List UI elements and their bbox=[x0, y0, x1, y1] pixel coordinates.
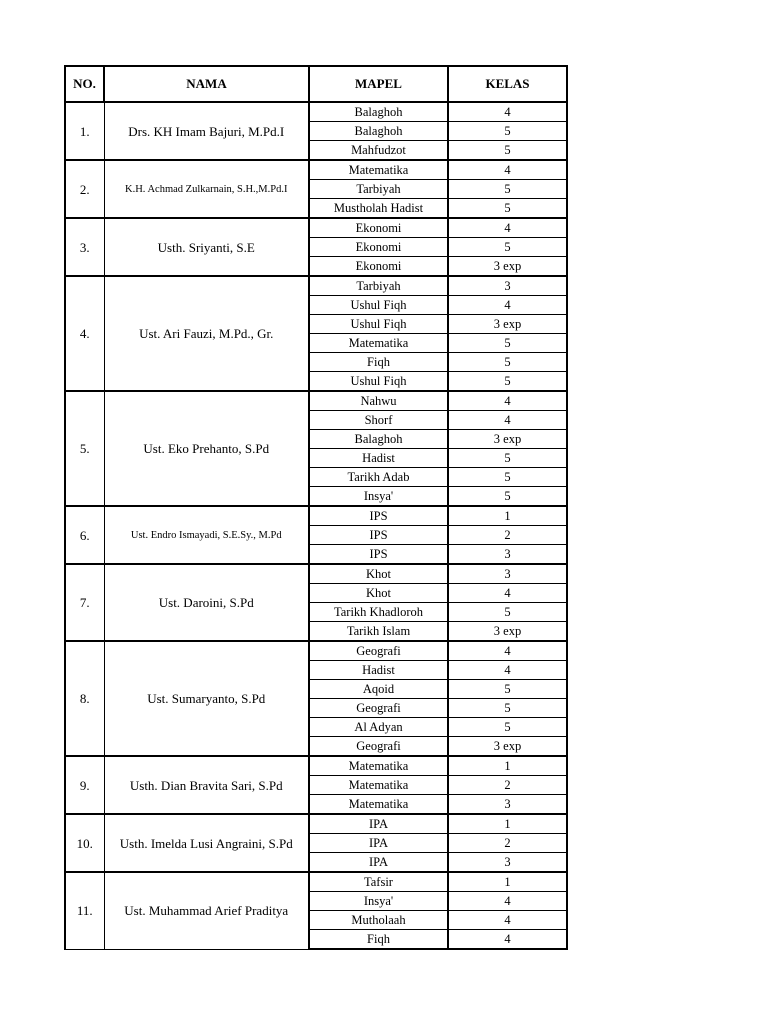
subject-cell: Khot bbox=[309, 564, 448, 584]
subject-cell: Nahwu bbox=[309, 391, 448, 411]
class-cell: 4 bbox=[448, 584, 567, 603]
class-cell: 4 bbox=[448, 218, 567, 238]
subject-cell: Matematika bbox=[309, 776, 448, 795]
class-cell: 3 exp bbox=[448, 622, 567, 642]
subject-cell: IPS bbox=[309, 506, 448, 526]
class-cell: 3 bbox=[448, 564, 567, 584]
class-cell: 3 exp bbox=[448, 315, 567, 334]
subject-cell: Mutholaah bbox=[309, 911, 448, 930]
header-kelas: KELAS bbox=[448, 66, 567, 102]
subject-cell: Insya' bbox=[309, 487, 448, 507]
subject-cell: Geografi bbox=[309, 737, 448, 757]
table-row bbox=[65, 160, 567, 180]
class-cell: 5 bbox=[448, 180, 567, 199]
row-number: 10. bbox=[65, 814, 104, 872]
subject-cell: IPA bbox=[309, 834, 448, 853]
header-no: NO. bbox=[65, 66, 104, 102]
row-number: 4. bbox=[65, 276, 104, 391]
subject-cell: Tarbiyah bbox=[309, 276, 448, 296]
row-number: 5. bbox=[65, 391, 104, 506]
subject-cell: Tarikh Adab bbox=[309, 468, 448, 487]
table-row bbox=[65, 872, 567, 892]
subject-cell: Tarikh Khadloroh bbox=[309, 603, 448, 622]
class-cell: 5 bbox=[448, 199, 567, 219]
table-row bbox=[65, 756, 567, 776]
subject-cell: Hadist bbox=[309, 449, 448, 468]
subject-cell: Balaghoh bbox=[309, 122, 448, 141]
teacher-schedule-table bbox=[64, 65, 568, 950]
class-cell: 2 bbox=[448, 776, 567, 795]
subject-cell: IPA bbox=[309, 853, 448, 873]
row-number: 11. bbox=[65, 872, 104, 949]
class-cell: 5 bbox=[448, 122, 567, 141]
teacher-name: Ust. Muhammad Arief Praditya bbox=[104, 872, 309, 949]
table-row bbox=[65, 506, 567, 526]
subject-cell: Tafsir bbox=[309, 872, 448, 892]
subject-cell: IPA bbox=[309, 814, 448, 834]
subject-cell: Ushul Fiqh bbox=[309, 296, 448, 315]
row-number: 6. bbox=[65, 506, 104, 564]
header-mapel: MAPEL bbox=[309, 66, 448, 102]
subject-cell: Ekonomi bbox=[309, 218, 448, 238]
subject-cell: Ushul Fiqh bbox=[309, 315, 448, 334]
class-cell: 3 bbox=[448, 853, 567, 873]
class-cell: 4 bbox=[448, 160, 567, 180]
subject-cell: IPS bbox=[309, 545, 448, 565]
class-cell: 3 bbox=[448, 276, 567, 296]
table-row bbox=[65, 641, 567, 661]
teacher-name: Ust. Daroini, S.Pd bbox=[104, 564, 309, 641]
table-row bbox=[65, 814, 567, 834]
subject-cell: IPS bbox=[309, 526, 448, 545]
subject-cell: Al Adyan bbox=[309, 718, 448, 737]
class-cell: 4 bbox=[448, 661, 567, 680]
table-header bbox=[65, 66, 567, 102]
class-cell: 1 bbox=[448, 756, 567, 776]
class-cell: 4 bbox=[448, 641, 567, 661]
class-cell: 3 exp bbox=[448, 737, 567, 757]
header-nama: NAMA bbox=[104, 66, 309, 102]
subject-cell: Balaghoh bbox=[309, 430, 448, 449]
subject-cell: Aqoid bbox=[309, 680, 448, 699]
teacher-name: Usth. Imelda Lusi Angraini, S.Pd bbox=[104, 814, 309, 872]
class-cell: 3 exp bbox=[448, 257, 567, 277]
subject-cell: Insya' bbox=[309, 892, 448, 911]
class-cell: 5 bbox=[448, 468, 567, 487]
class-cell: 2 bbox=[448, 834, 567, 853]
subject-cell: Ekonomi bbox=[309, 257, 448, 277]
class-cell: 5 bbox=[448, 603, 567, 622]
class-cell: 5 bbox=[448, 238, 567, 257]
subject-cell: Ekonomi bbox=[309, 238, 448, 257]
subject-cell: Tarikh Islam bbox=[309, 622, 448, 642]
teacher-name: Usth. Sriyanti, S.E bbox=[104, 218, 309, 276]
class-cell: 5 bbox=[448, 699, 567, 718]
class-cell: 2 bbox=[448, 526, 567, 545]
teacher-name: Ust. Ari Fauzi, M.Pd., Gr. bbox=[104, 276, 309, 391]
teacher-name: Drs. KH Imam Bajuri, M.Pd.I bbox=[104, 102, 309, 160]
subject-cell: Khot bbox=[309, 584, 448, 603]
table-row bbox=[65, 218, 567, 238]
class-cell: 4 bbox=[448, 411, 567, 430]
subject-cell: Matematika bbox=[309, 334, 448, 353]
class-cell: 4 bbox=[448, 391, 567, 411]
subject-cell: Tarbiyah bbox=[309, 180, 448, 199]
class-cell: 5 bbox=[448, 372, 567, 392]
class-cell: 5 bbox=[448, 353, 567, 372]
class-cell: 4 bbox=[448, 296, 567, 315]
teacher-name: Usth. Dian Bravita Sari, S.Pd bbox=[104, 756, 309, 814]
class-cell: 1 bbox=[448, 506, 567, 526]
table-row bbox=[65, 102, 567, 122]
class-cell: 1 bbox=[448, 872, 567, 892]
subject-cell: Shorf bbox=[309, 411, 448, 430]
subject-cell: Hadist bbox=[309, 661, 448, 680]
subject-cell: Matematika bbox=[309, 756, 448, 776]
table-row bbox=[65, 564, 567, 584]
class-cell: 5 bbox=[448, 334, 567, 353]
class-cell: 3 exp bbox=[448, 430, 567, 449]
subject-cell: Fiqh bbox=[309, 930, 448, 950]
class-cell: 4 bbox=[448, 102, 567, 122]
teacher-name: Ust. Sumaryanto, S.Pd bbox=[104, 641, 309, 756]
row-number: 3. bbox=[65, 218, 104, 276]
class-cell: 5 bbox=[448, 487, 567, 507]
subject-cell: Ushul Fiqh bbox=[309, 372, 448, 392]
class-cell: 3 bbox=[448, 795, 567, 815]
class-cell: 5 bbox=[448, 141, 567, 161]
table-row bbox=[65, 276, 567, 296]
teacher-name: Ust. Eko Prehanto, S.Pd bbox=[104, 391, 309, 506]
subject-cell: Matematika bbox=[309, 795, 448, 815]
class-cell: 4 bbox=[448, 892, 567, 911]
subject-cell: Geografi bbox=[309, 641, 448, 661]
subject-cell: Mahfudzot bbox=[309, 141, 448, 161]
subject-cell: Matematika bbox=[309, 160, 448, 180]
class-cell: 5 bbox=[448, 718, 567, 737]
subject-cell: Mustholah Hadist bbox=[309, 199, 448, 219]
class-cell: 3 bbox=[448, 545, 567, 565]
class-cell: 5 bbox=[448, 680, 567, 699]
subject-cell: Fiqh bbox=[309, 353, 448, 372]
row-number: 1. bbox=[65, 102, 104, 160]
class-cell: 4 bbox=[448, 911, 567, 930]
class-cell: 1 bbox=[448, 814, 567, 834]
row-number: 8. bbox=[65, 641, 104, 756]
row-number: 9. bbox=[65, 756, 104, 814]
row-number: 2. bbox=[65, 160, 104, 218]
row-number: 7. bbox=[65, 564, 104, 641]
subject-cell: Geografi bbox=[309, 699, 448, 718]
subject-cell: Balaghoh bbox=[309, 102, 448, 122]
teacher-name: K.H. Achmad Zulkarnain, S.H.,M.Pd.I bbox=[104, 160, 309, 218]
teacher-name: Ust. Endro Ismayadi, S.E.Sy., M.Pd bbox=[104, 506, 309, 564]
class-cell: 4 bbox=[448, 930, 567, 950]
class-cell: 5 bbox=[448, 449, 567, 468]
header-row bbox=[65, 66, 567, 102]
table-row bbox=[65, 391, 567, 411]
table-body bbox=[65, 102, 567, 949]
